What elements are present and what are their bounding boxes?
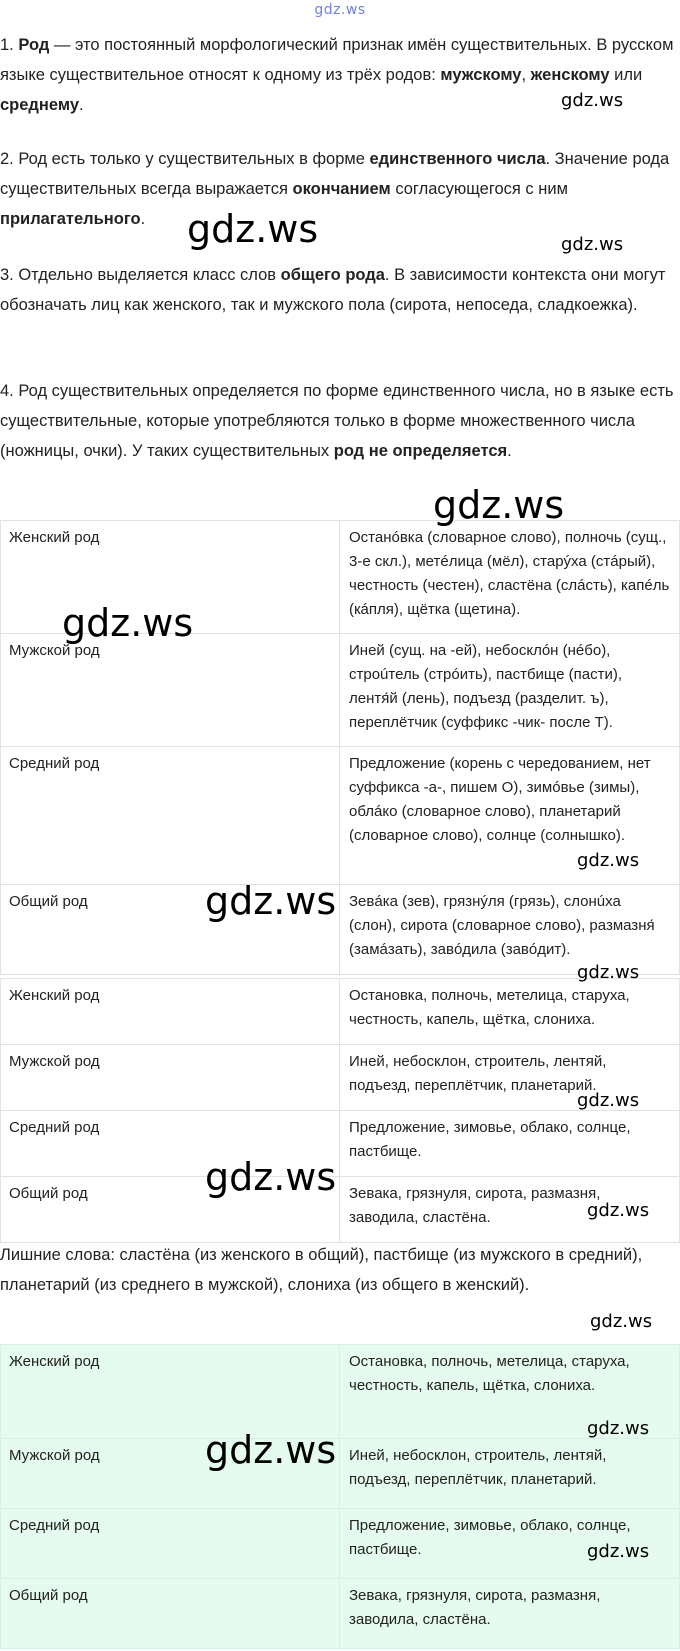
words-cell: Остановка, полночь, метелица, старуха, честность, капель, щётка, слониха. [340, 1345, 680, 1439]
gender-cell: Женский род [1, 979, 340, 1045]
table-gender-detailed [0, 520, 680, 975]
watermark-text: gdz.ws [205, 879, 337, 923]
watermark-text: gdz.ws [577, 962, 640, 983]
top-watermark: gdz.ws [314, 2, 366, 18]
extra-words-paragraph: Лишние слова: сластёна (из женского в общий), пастбище (из мужского в средний), планетарий (из среднего в мужской), слониха (из общего в женский). [0, 1246, 643, 1294]
gender-cell: Общий род [1, 885, 340, 975]
table-row [1, 1439, 680, 1509]
words-cell: Остановка, полночь, метелица, старуха, честность, капель, щётка, слониха. [340, 979, 680, 1045]
p2-bold-3: прилагательного [0, 210, 141, 228]
p4-text-2: . [507, 442, 512, 460]
table-row [1, 1111, 680, 1177]
watermark-text: gdz.ws [587, 1541, 650, 1562]
watermark-text: gdz.ws [205, 1428, 337, 1472]
table-gender-final [0, 1344, 680, 1649]
watermark-text: gdz.ws [587, 1200, 650, 1221]
gender-cell: Женский род [1, 521, 340, 634]
words-cell: Останóвка (словарное слово), полночь (сущ., 3-е скл.), метéлица (мёл), старýха (стáрый), честность (честен), сластёна (слáсть), капéль (кáпля), щётка (щетина). [340, 521, 680, 634]
gender-cell: Общий род [1, 1177, 340, 1243]
words-cell: Предложение, зимовье, облако, солнце, пастбище. [340, 1509, 680, 1579]
p1-bold-fem: женскому [530, 66, 610, 84]
watermark-text: gdz.ws [561, 90, 624, 111]
p1-bold-neut: среднему [0, 96, 79, 114]
gender-cell: Средний род [1, 747, 340, 885]
watermark-text: gdz.ws [62, 601, 194, 645]
table-row [1, 979, 680, 1045]
table-row [1, 885, 680, 975]
words-cell: Предложение (корень с чередованием, нет суффикса -а-, пишем О), зимóвье (зимы), облáко (словарное слово), планетарий (словарное слово), солнце (солнышко). [340, 747, 680, 885]
table-row [1, 1579, 680, 1649]
p1-or: или [609, 66, 643, 84]
table-row [1, 634, 680, 747]
watermark-text: gdz.ws [577, 1090, 640, 1111]
p3-text-2: . В зависимости контекста они могут обозначать лиц как женского, так и мужского пола (сирота, непоседа, сладкоежка). [0, 266, 666, 314]
gender-cell: Мужской род [1, 1045, 340, 1111]
watermark-text: gdz.ws [433, 483, 565, 527]
p1-number: 1. [0, 36, 19, 54]
p4-text-1: 4. Род существительных определяется по форме единственного числа, но в языке есть существительные, которые употребляются только в форме множественного числа (ножницы, очки). У таких существительных [0, 382, 674, 460]
gender-cell: Мужской род [1, 634, 340, 747]
table-row [1, 1177, 680, 1243]
p2-bold-2: окончанием [292, 180, 391, 198]
words-cell: Зевáка (зев), грязнýля (грязь), слонúха (слон), сирота (словарное слово), размазня́ (замáзать), завóдила (завóдит). [340, 885, 680, 975]
words-cell: Зевака, грязнуля, сирота, размазня, заводила, сластёна. [340, 1177, 680, 1243]
p3-text-1: 3. Отдельно выделяется класс слов [0, 266, 281, 284]
words-cell: Иней, небосклон, строитель, лентяй, подъезд, переплётчик, планетарий. [340, 1439, 680, 1509]
watermark-text: gdz.ws [587, 1418, 650, 1439]
gender-cell: Мужской род [1, 1439, 340, 1509]
p3-bold-1: общего рода [280, 266, 385, 284]
watermark-text: gdz.ws [577, 850, 640, 871]
watermark-text: gdz.ws [561, 234, 624, 255]
watermark-text: gdz.ws [187, 207, 319, 251]
p2-text-3: согласующегося с ним [390, 180, 568, 198]
paragraph-2 [0, 144, 676, 234]
p2-bold-1: единственного числа [369, 150, 546, 168]
p2-text-1: 2. Род есть только у существительных в форме [0, 150, 370, 168]
words-cell: Предложение, зимовье, облако, солнце, пастбище. [340, 1111, 680, 1177]
watermark-text: gdz.ws [590, 1311, 653, 1332]
p4-bold-1: род не определяется [333, 442, 508, 460]
p2-text-2: . Значение рода существительных всегда выражается [0, 150, 670, 198]
gender-cell: Средний род [1, 1509, 340, 1579]
gender-cell: Женский род [1, 1345, 340, 1439]
paragraph-3 [0, 260, 676, 320]
p1-text: — это постоянный морфологический признак имён существительных. В русском языке существительное относят к одному из трёх родов: [0, 36, 674, 84]
p1-bold-rod: Род [18, 36, 50, 54]
p1-comma: , [521, 66, 531, 84]
paragraph-4 [0, 376, 676, 466]
words-cell: Иней (сущ. на -ей), небосклóн (нéбо), строúтель (стрóить), пастбище (пасти), лентя́й (лень), подъезд (разделит. ъ), переплётчик (суффикс -чик- после Т). [340, 634, 680, 747]
words-cell: Иней, небосклон, строитель, лентяй, подъезд, переплётчик, планетарий. [340, 1045, 680, 1111]
gender-cell: Средний род [1, 1111, 340, 1177]
p2-text-4: . [140, 210, 146, 228]
table-row [1, 1509, 680, 1579]
watermark-text: gdz.ws [205, 1155, 337, 1199]
p1-period: . [79, 96, 84, 114]
words-cell: Зевака, грязнуля, сирота, размазня, заводила, сластёна. [340, 1579, 680, 1649]
table-row [1, 1345, 680, 1439]
p1-bold-masc: мужскому [440, 66, 522, 84]
gender-cell: Общий род [1, 1579, 340, 1649]
